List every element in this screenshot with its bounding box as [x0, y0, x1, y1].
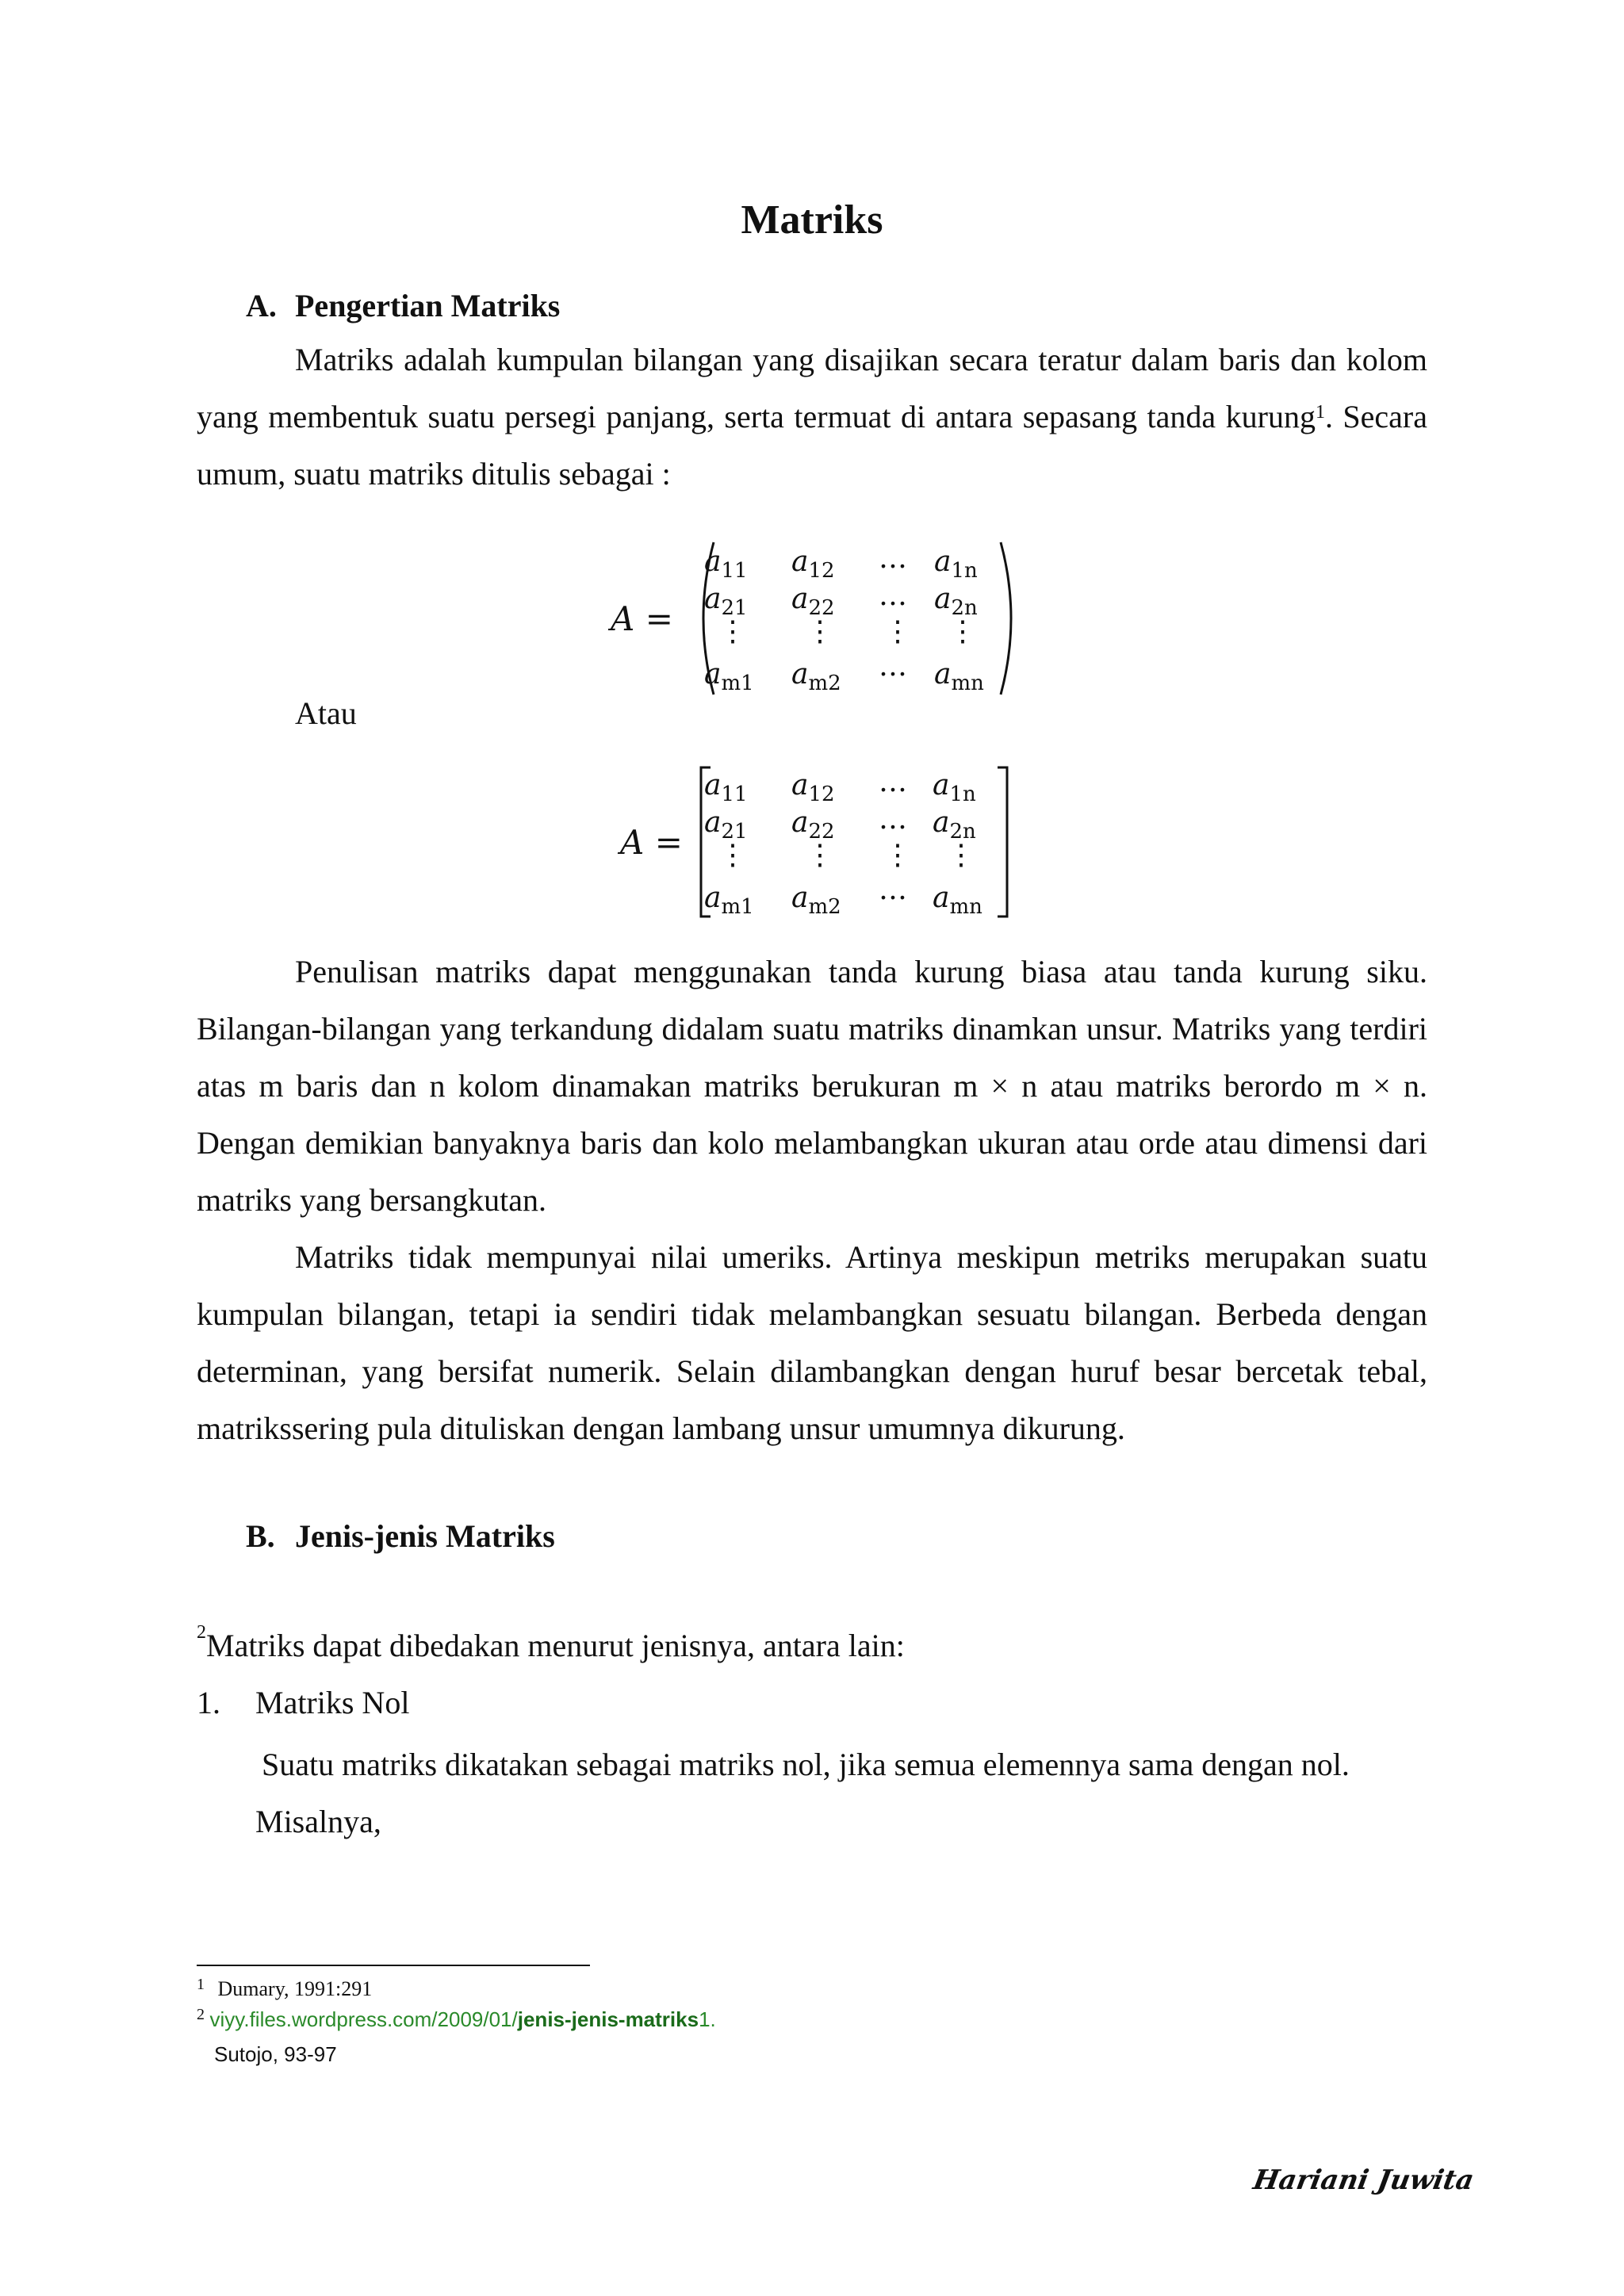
intro-text-2: . Secara umum, suatu matriks ditulis sebagai : [197, 399, 1428, 492]
matrix-cell: $a_{12}$ [791, 769, 835, 807]
matrix-cell: ⋮ [948, 615, 977, 648]
section-b-intro-text: Matriks dapat dibedakan menurut jenisnya, antara lain: [206, 1628, 905, 1663]
matrix-cell: $a_{m1}$ [704, 882, 754, 920]
footnote-2-line2: Sutojo, 93-97 [214, 2042, 337, 2066]
footnote-2-mark: 2 [197, 2006, 205, 2023]
footnote-ref-2: 2 [197, 1622, 206, 1643]
matrix-cell: $a_{22}$ [791, 583, 835, 621]
matrix-cell: ⋮ [806, 615, 834, 648]
footnote-divider [197, 1965, 590, 1966]
list-item-1-example: Misalnya, [255, 1804, 381, 1839]
matrix-cell: … [879, 874, 907, 906]
matrix-cell: ⋮ [718, 839, 747, 871]
footnote-1 [197, 1977, 372, 2001]
section-a-number: A. [246, 288, 277, 323]
matrix-cell: ⋮ [947, 839, 975, 871]
section-a-title: Pengertian Matriks [295, 288, 561, 323]
matrix-cell: ⋮ [806, 839, 834, 871]
right-bracket [994, 766, 1010, 920]
matrix-cell: … [879, 803, 907, 836]
matrix-cell: … [879, 650, 907, 683]
list-item-1 [197, 1684, 409, 1721]
matrix-cell: $a_{mn}$ [934, 658, 984, 696]
right-paren [996, 539, 1025, 698]
matrix-cell: ⋮ [883, 615, 912, 648]
section-b-number: B. [246, 1518, 275, 1554]
matrix-cell: $a_{22}$ [791, 806, 835, 844]
footnote-ref-1: 1 [1315, 402, 1325, 423]
matrix-cell: $a_{1n}$ [934, 545, 978, 584]
matrix-label: A = [620, 823, 683, 862]
footnote-1-mark: 1 [197, 1976, 205, 1993]
matrix-parentheses [611, 539, 1023, 698]
matrix-cell: $a_{11}$ [704, 545, 748, 584]
matrix-cell: $a_{mn}$ [933, 882, 982, 920]
matrix-cell: $a_{1n}$ [933, 769, 976, 807]
matrix-cell: ⋮ [718, 615, 747, 648]
intro-text-1: Matriks adalah kumpulan bilangan yang disajikan secara teratur dalam baris dan kolom yang membentuk suatu persegi panjang, serta termuat di antara sepasang tanda kurung [197, 342, 1427, 434]
atau-label: Atau [295, 695, 357, 731]
matrix-cell: $a_{2n}$ [933, 806, 976, 844]
matrix-cell: $a_{2n}$ [934, 583, 978, 621]
section-a-heading [246, 287, 560, 324]
section-b-intro [197, 1622, 905, 1664]
matrix-cell: $a_{m1}$ [704, 658, 754, 696]
matrix-cell: … [879, 766, 907, 798]
author-signature: Hariani Juwita [1251, 2164, 1477, 2196]
matrix-cell: $a_{21}$ [704, 583, 748, 621]
page-title: Matriks [741, 197, 883, 243]
paragraph-numeric: Matriks tidak mempunyai nilai umeriks. Artinya meskipun metriks merupakan suatu kumpulan bilangan, tetapi ia sendiri tidak melambangkan sesuatu bilangan. Berbeda dengan determinan, yang bersifat numerik. Selain dilambangkan dengan huruf besar bercetak tebal, matrikssering pula dituliskan dengan lambang unsur umumnya dikurung. [197, 1239, 1427, 1446]
list-item-1-body [255, 1736, 1427, 1850]
list-item-1-text: Suatu matriks dikatakan sebagai matriks nol, jika semua elemennya sama dengan nol. [262, 1747, 1350, 1782]
matrix-cell: ⋮ [883, 839, 912, 871]
matrix-cell: $a_{m2}$ [791, 882, 841, 920]
section-a-body [197, 943, 1427, 1457]
list-item-number: 1. [197, 1685, 220, 1720]
matrix-cell: … [879, 542, 907, 575]
matrix-cell: $a_{21}$ [704, 806, 748, 844]
matrix-cell: $a_{m2}$ [791, 658, 841, 696]
footnote-2 [197, 2007, 716, 2032]
list-item-title: Matriks Nol [255, 1685, 410, 1720]
section-b-heading [246, 1517, 555, 1555]
paragraph-notation: Penulisan matriks dapat menggunakan tanda kurung biasa atau tanda kurung siku. Bilangan-bilangan yang terkandung didalam suatu matriks dinamkan unsur. Matriks yang terdiri atas m baris dan n kolom dinamakan matriks berukuran m × n atau matriks berordo m × n. Dengan demikian banyaknya baris dan kolo melambangkan ukuran atau orde atau dimensi dari matriks yang bersangkutan. [197, 954, 1427, 1218]
matrix-brackets [620, 763, 1025, 921]
matrix-cell: $a_{12}$ [791, 545, 835, 584]
matrix-label: A = [611, 599, 673, 638]
section-b-title: Jenis-jenis Matriks [295, 1518, 555, 1554]
matrix-cell: $a_{11}$ [704, 769, 748, 807]
matrix-cell: … [879, 580, 907, 612]
section-a-intro [197, 331, 1427, 503]
footnote-1-text: Dumary, 1991:291 [217, 1977, 373, 2000]
footnote-2-link[interactable]: viyy.files.wordpress.com/2009/01/jenis-jenis-matriks1. [209, 2007, 716, 2031]
